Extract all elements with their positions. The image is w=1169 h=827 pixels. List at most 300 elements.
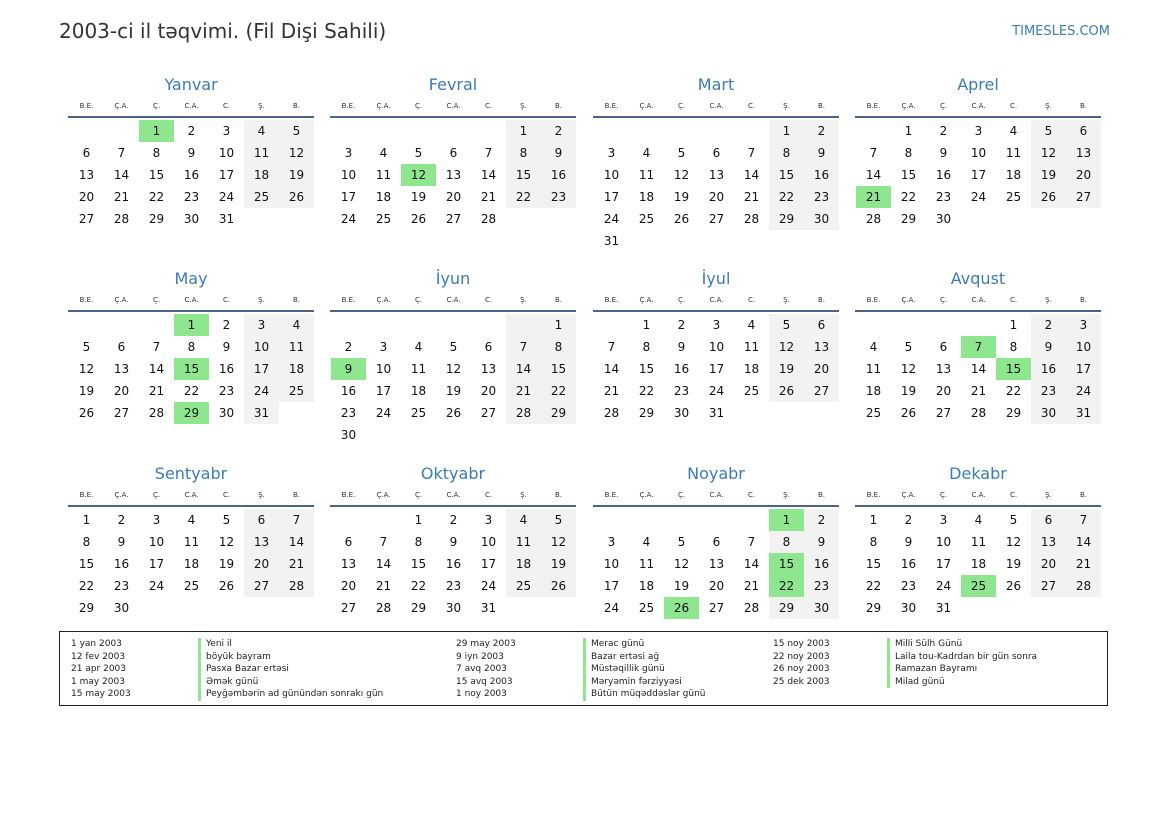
day-cell: 11 — [375, 168, 392, 182]
site-link[interactable]: TIMESLES.COM — [1012, 24, 1110, 39]
holiday-day-cell: 15 — [769, 553, 804, 575]
month-i̇yun — [330, 268, 576, 446]
weekday-label: C. — [222, 102, 231, 110]
weekday-header — [855, 101, 1101, 118]
day-cell: 1 — [414, 513, 423, 527]
day-cell: 27 — [804, 380, 839, 402]
day-cell: 21 — [480, 190, 497, 204]
day-cell: 3 — [244, 314, 279, 336]
day-cell: 13 — [804, 336, 839, 358]
day-cell: 27 — [708, 212, 725, 226]
day-cell: 1 — [541, 314, 576, 336]
day-cell: 2 — [677, 318, 686, 332]
weekday-label: C.A. — [184, 102, 199, 110]
day-cell: 19 — [769, 358, 804, 380]
empty-day-cell — [366, 120, 401, 142]
day-cell: 16 — [541, 164, 576, 186]
day-grid — [68, 509, 314, 619]
day-cell: 27 — [78, 212, 95, 226]
day-cell: 19 — [78, 384, 95, 398]
day-cell: 26 — [769, 380, 804, 402]
day-cell: 7 — [379, 535, 388, 549]
empty-day-cell — [856, 314, 891, 336]
holiday-name: Məryəmin fərziyyəsi — [583, 676, 705, 689]
day-cell: 14 — [743, 168, 760, 182]
day-cell: 13 — [708, 168, 725, 182]
day-cell: 16 — [804, 553, 839, 575]
day-grid — [330, 314, 576, 446]
empty-day-cell — [401, 314, 436, 336]
day-cell: 24 — [244, 380, 279, 402]
holiday-date: 21 apr 2003 — [71, 664, 127, 674]
empty-day-cell — [244, 208, 279, 230]
empty-day-cell — [664, 120, 699, 142]
day-cell: 26 — [410, 212, 427, 226]
day-cell: 4 — [642, 535, 651, 549]
day-cell: 22 — [900, 190, 917, 204]
empty-day-cell — [926, 314, 961, 336]
day-cell: 4 — [414, 340, 423, 354]
day-cell: 27 — [340, 601, 357, 615]
day-cell: 4 — [974, 513, 983, 527]
day-cell: 21 — [279, 553, 314, 575]
holiday-day-cell: 1 — [769, 509, 804, 531]
empty-day-cell — [331, 120, 366, 142]
empty-day-cell — [996, 208, 1031, 230]
day-cell: 11 — [410, 362, 427, 376]
day-cell: 26 — [1031, 186, 1066, 208]
day-cell: 5 — [1009, 513, 1018, 527]
day-cell: 30 — [113, 601, 130, 615]
day-cell: 16 — [218, 362, 235, 376]
day-cell: 22 — [148, 190, 165, 204]
day-cell: 1 — [506, 120, 541, 142]
day-cell: 10 — [970, 146, 987, 160]
day-grid — [593, 314, 839, 424]
holiday-name: Laila tou-Kadrdan bir gün sonra — [887, 651, 1037, 664]
empty-day-cell — [366, 314, 401, 336]
day-cell: 1 — [82, 513, 91, 527]
day-cell: 12 — [445, 362, 462, 376]
day-cell: 6 — [244, 509, 279, 531]
day-cell: 6 — [449, 146, 458, 160]
day-cell: 28 — [970, 406, 987, 420]
day-cell: 18 — [244, 164, 279, 186]
day-cell: 24 — [340, 212, 357, 226]
day-cell: 6 — [344, 535, 353, 549]
weekday-label: Ş. — [258, 491, 265, 499]
day-cell: 3 — [939, 513, 948, 527]
day-cell: 4 — [279, 314, 314, 336]
weekday-label: Ç. — [152, 296, 161, 304]
holiday-date: 1 noy 2003 — [456, 689, 507, 699]
weekday-label: C. — [747, 491, 756, 499]
day-cell: 23 — [218, 384, 235, 398]
day-cell: 6 — [117, 340, 126, 354]
day-cell: 9 — [804, 531, 839, 553]
month-i̇yul — [593, 268, 839, 424]
weekday-label: C.A. — [184, 491, 199, 499]
day-cell: 5 — [904, 340, 913, 354]
day-cell: 10 — [603, 168, 620, 182]
empty-day-cell — [174, 597, 209, 619]
weekday-label: Ç.A. — [639, 102, 654, 110]
empty-day-cell — [664, 509, 699, 531]
day-cell: 28 — [603, 406, 620, 420]
holiday-day-cell: 29 — [174, 402, 209, 424]
day-cell: 24 — [708, 384, 725, 398]
day-cell: 5 — [1031, 120, 1066, 142]
day-cell: 18 — [743, 362, 760, 376]
empty-day-cell — [629, 120, 664, 142]
holiday-day-cell: 7 — [961, 336, 996, 358]
day-cell: 31 — [244, 402, 279, 424]
empty-day-cell — [436, 424, 471, 446]
weekday-label: Ç. — [939, 491, 948, 499]
weekday-label: B.E. — [341, 102, 356, 110]
empty-day-cell — [734, 402, 769, 424]
holiday-date: 12 fev 2003 — [71, 651, 126, 662]
weekday-label: Ç. — [414, 491, 423, 499]
weekday-label: Ç.A. — [901, 296, 916, 304]
weekday-label: Ç. — [677, 491, 686, 499]
day-cell: 10 — [480, 535, 497, 549]
day-cell: 15 — [506, 164, 541, 186]
empty-day-cell — [104, 120, 139, 142]
day-cell: 7 — [1066, 509, 1101, 531]
empty-day-cell — [594, 120, 629, 142]
day-cell: 4 — [187, 513, 196, 527]
day-cell: 16 — [804, 164, 839, 186]
day-cell: 13 — [708, 557, 725, 571]
day-cell: 18 — [375, 190, 392, 204]
day-cell: 11 — [970, 535, 987, 549]
day-cell: 13 — [113, 362, 130, 376]
day-cell: 3 — [152, 513, 161, 527]
legend-names-column — [887, 638, 1037, 688]
day-cell: 9 — [449, 535, 458, 549]
day-cell: 26 — [541, 575, 576, 597]
day-cell: 30 — [804, 208, 839, 230]
day-cell: 29 — [148, 212, 165, 226]
day-cell: 30 — [900, 601, 917, 615]
legend-dates-column — [71, 638, 131, 701]
month-name: İyul — [701, 269, 731, 288]
day-cell: 16 — [900, 557, 917, 571]
holiday-name: Ramazan Bayramı — [887, 663, 1037, 676]
day-cell: 9 — [541, 142, 576, 164]
holiday-day-cell: 15 — [174, 358, 209, 380]
holiday-day-cell: 1 — [139, 120, 174, 142]
day-cell: 1 — [1009, 318, 1018, 332]
month-name: Aprel — [957, 75, 999, 94]
day-cell: 19 — [541, 553, 576, 575]
day-cell: 14 — [279, 531, 314, 553]
day-cell: 28 — [743, 212, 760, 226]
day-cell: 3 — [607, 535, 616, 549]
empty-day-cell — [891, 314, 926, 336]
day-cell: 2 — [804, 509, 839, 531]
empty-day-cell — [769, 402, 804, 424]
day-cell: 10 — [340, 168, 357, 182]
weekday-label: B.E. — [604, 296, 619, 304]
day-cell: 25 — [638, 601, 655, 615]
day-cell: 29 — [769, 597, 804, 619]
day-cell: 9 — [804, 142, 839, 164]
day-cell: 29 — [769, 208, 804, 230]
weekday-label: C.A. — [709, 102, 724, 110]
day-cell: 13 — [480, 362, 497, 376]
day-cell: 17 — [340, 190, 357, 204]
day-cell: 14 — [1066, 531, 1101, 553]
day-cell: 20 — [113, 384, 130, 398]
day-cell: 29 — [1005, 406, 1022, 420]
day-cell: 22 — [638, 384, 655, 398]
weekday-label: Ç.A. — [376, 491, 391, 499]
day-cell: 21 — [603, 384, 620, 398]
day-cell: 25 — [279, 380, 314, 402]
empty-day-cell — [734, 230, 769, 252]
day-cell: 20 — [1031, 553, 1066, 575]
day-cell: 7 — [117, 146, 126, 160]
empty-day-cell — [804, 230, 839, 252]
day-cell: 31 — [218, 212, 235, 226]
day-cell: 17 — [970, 168, 987, 182]
day-cell: 31 — [935, 601, 952, 615]
day-cell: 4 — [244, 120, 279, 142]
day-cell: 17 — [375, 384, 392, 398]
legend-names-column — [198, 638, 383, 701]
day-cell: 2 — [541, 120, 576, 142]
day-cell: 21 — [743, 190, 760, 204]
day-cell: 17 — [935, 557, 952, 571]
day-cell: 12 — [218, 535, 235, 549]
month-name: Mart — [697, 75, 735, 94]
day-cell: 5 — [279, 120, 314, 142]
weekday-label: B. — [554, 296, 563, 304]
day-cell: 26 — [445, 406, 462, 420]
day-cell: 3 — [379, 340, 388, 354]
day-cell: 5 — [222, 513, 231, 527]
day-cell: 7 — [747, 146, 756, 160]
weekday-label: C. — [1009, 296, 1018, 304]
weekday-label: B.E. — [341, 296, 356, 304]
weekday-label: B.E. — [866, 296, 881, 304]
day-cell: 22 — [506, 186, 541, 208]
day-cell: 16 — [183, 168, 200, 182]
day-cell: 10 — [375, 362, 392, 376]
empty-day-cell — [69, 120, 104, 142]
day-cell: 4 — [869, 340, 878, 354]
weekday-label: C.A. — [446, 102, 461, 110]
month-dekabr — [855, 463, 1101, 619]
day-cell: 30 — [183, 212, 200, 226]
day-cell: 24 — [970, 190, 987, 204]
day-cell: 16 — [673, 362, 690, 376]
day-cell: 23 — [183, 190, 200, 204]
holiday-date: 9 iyn 2003 — [456, 651, 504, 662]
day-cell: 7 — [869, 146, 878, 160]
day-cell: 9 — [117, 535, 126, 549]
day-cell: 30 — [340, 428, 357, 442]
empty-day-cell — [541, 424, 576, 446]
day-cell: 16 — [445, 557, 462, 571]
day-cell: 26 — [78, 406, 95, 420]
day-cell: 1 — [769, 120, 804, 142]
day-cell: 8 — [187, 340, 196, 354]
day-cell: 15 — [769, 164, 804, 186]
day-grid — [855, 509, 1101, 619]
holiday-day-cell: 21 — [856, 186, 891, 208]
day-cell: 28 — [279, 575, 314, 597]
empty-day-cell — [629, 509, 664, 531]
day-cell: 6 — [1066, 120, 1101, 142]
page-title: 2003-ci il təqvimi. (Fil Dişi Sahili) — [59, 19, 387, 43]
day-cell: 25 — [506, 575, 541, 597]
day-cell: 24 — [1066, 380, 1101, 402]
weekday-label: B. — [1079, 102, 1088, 110]
empty-day-cell — [734, 120, 769, 142]
day-cell: 23 — [804, 186, 839, 208]
holiday-day-cell: 1 — [174, 314, 209, 336]
day-cell: 30 — [804, 597, 839, 619]
day-cell: 11 — [1005, 146, 1022, 160]
empty-day-cell — [471, 120, 506, 142]
day-cell: 18 — [638, 190, 655, 204]
day-cell: 31 — [480, 601, 497, 615]
weekday-label: C. — [484, 102, 493, 110]
holiday-date: 15 noy 2003 — [773, 639, 830, 649]
day-cell: 14 — [375, 557, 392, 571]
month-name: Noyabr — [687, 464, 745, 483]
empty-day-cell — [699, 509, 734, 531]
empty-day-cell — [1031, 597, 1066, 619]
day-cell: 11 — [244, 142, 279, 164]
holiday-date: 1 yan 2003 — [71, 639, 122, 649]
day-cell: 7 — [484, 146, 493, 160]
day-cell: 12 — [279, 142, 314, 164]
empty-day-cell — [594, 314, 629, 336]
day-cell: 23 — [804, 575, 839, 597]
day-cell: 3 — [344, 146, 353, 160]
weekday-label: Ş. — [1045, 102, 1052, 110]
day-cell: 15 — [638, 362, 655, 376]
day-cell: 12 — [1031, 142, 1066, 164]
day-cell: 2 — [939, 124, 948, 138]
weekday-label: Ş. — [1045, 296, 1052, 304]
weekday-label: B. — [817, 102, 826, 110]
day-grid — [68, 120, 314, 230]
weekday-label: C.A. — [709, 296, 724, 304]
weekday-label: Ç. — [152, 491, 161, 499]
holiday-name: Peyğəmbərin ad günündən sonrakı gün — [198, 688, 383, 701]
day-cell: 19 — [1005, 557, 1022, 571]
day-cell: 19 — [445, 384, 462, 398]
weekday-header — [330, 101, 576, 118]
month-may — [68, 268, 314, 424]
day-cell: 24 — [603, 601, 620, 615]
day-cell: 27 — [445, 212, 462, 226]
empty-day-cell — [804, 402, 839, 424]
weekday-label: Ç.A. — [901, 102, 916, 110]
day-cell: 14 — [113, 168, 130, 182]
day-cell: 9 — [1031, 336, 1066, 358]
empty-day-cell — [279, 402, 314, 424]
day-cell: 26 — [673, 212, 690, 226]
day-cell: 28 — [480, 212, 497, 226]
day-cell: 26 — [900, 406, 917, 420]
day-cell: 13 — [340, 557, 357, 571]
day-cell: 12 — [769, 336, 804, 358]
day-cell: 10 — [244, 336, 279, 358]
empty-day-cell — [1066, 208, 1101, 230]
day-cell: 25 — [410, 406, 427, 420]
weekday-header — [68, 101, 314, 118]
day-cell: 21 — [970, 384, 987, 398]
empty-day-cell — [69, 314, 104, 336]
day-cell: 22 — [769, 186, 804, 208]
day-cell: 23 — [1031, 380, 1066, 402]
day-cell: 19 — [673, 579, 690, 593]
day-cell: 25 — [375, 212, 392, 226]
weekday-label: B.E. — [79, 102, 94, 110]
empty-day-cell — [506, 314, 541, 336]
day-cell: 29 — [638, 406, 655, 420]
holiday-name: Əmək günü — [198, 676, 383, 689]
day-cell: 2 — [449, 513, 458, 527]
month-name: Fevral — [428, 75, 478, 94]
day-cell: 21 — [113, 190, 130, 204]
day-cell: 3 — [1066, 314, 1101, 336]
weekday-label: Ş. — [783, 296, 790, 304]
day-cell: 3 — [222, 124, 231, 138]
empty-day-cell — [699, 120, 734, 142]
day-cell: 15 — [148, 168, 165, 182]
day-cell: 17 — [603, 190, 620, 204]
day-cell: 5 — [677, 146, 686, 160]
holiday-legend — [59, 631, 1108, 706]
day-cell: 10 — [603, 557, 620, 571]
day-cell: 17 — [148, 557, 165, 571]
day-grid — [855, 120, 1101, 230]
day-cell: 14 — [865, 168, 882, 182]
weekday-label: Ş. — [520, 491, 527, 499]
day-cell: 4 — [506, 509, 541, 531]
day-cell: 9 — [939, 146, 948, 160]
empty-day-cell — [1031, 208, 1066, 230]
day-cell: 19 — [218, 557, 235, 571]
holiday-name: böyük bayram — [198, 651, 383, 664]
empty-day-cell — [664, 230, 699, 252]
holiday-date: 29 may 2003 — [456, 639, 516, 649]
day-cell: 21 — [375, 579, 392, 593]
day-cell: 29 — [410, 601, 427, 615]
weekday-label: Ç.A. — [376, 296, 391, 304]
month-fevral — [330, 74, 576, 230]
empty-day-cell — [436, 120, 471, 142]
day-cell: 28 — [148, 406, 165, 420]
empty-day-cell — [139, 314, 174, 336]
day-cell: 30 — [445, 601, 462, 615]
weekday-label: B.E. — [866, 102, 881, 110]
day-cell: 31 — [1066, 402, 1101, 424]
holiday-name: Milli Sülh Günü — [887, 638, 1037, 651]
day-cell: 29 — [78, 601, 95, 615]
day-cell: 7 — [152, 340, 161, 354]
empty-day-cell — [594, 509, 629, 531]
day-cell: 11 — [638, 557, 655, 571]
day-cell: 14 — [480, 168, 497, 182]
